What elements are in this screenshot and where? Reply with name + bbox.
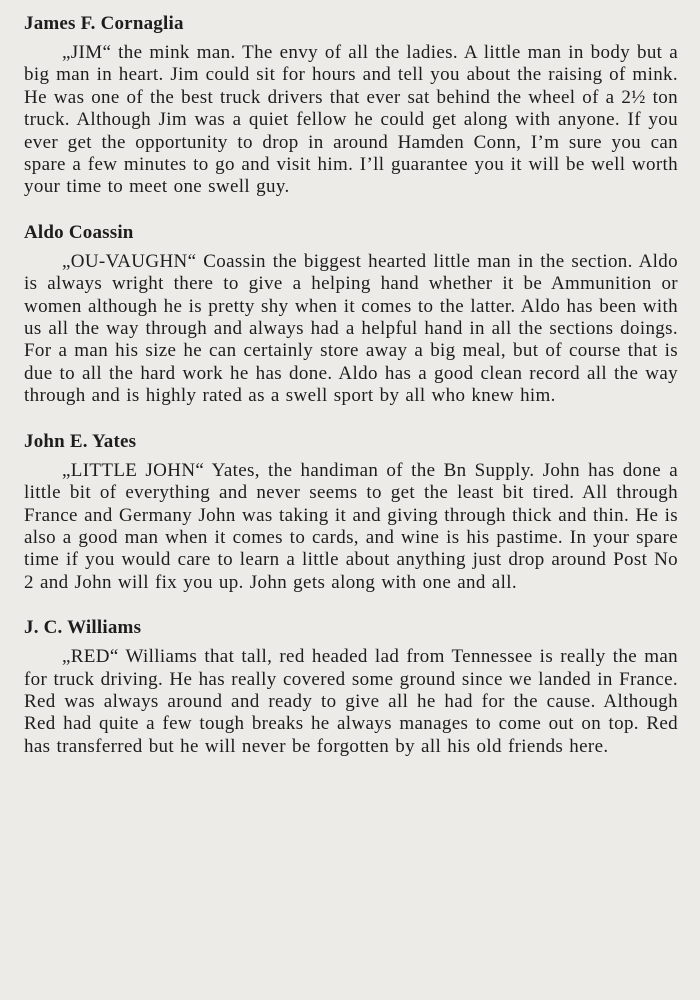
entry-text: „LITTLE JOHN“ Yates, the handiman of the Bn Supply. John has done a little bit of everything and never seems to get the least bit tired. All through France and Germany John was taking it and giving through thick and thin. He is also a good man when it comes to cards, and wine is his pastime. In your spare time if you would care to learn a little about anything just drop around Post No 2 and John will fix you up. John gets along with one and all.: [24, 459, 678, 593]
entry-williams: [24, 614, 678, 758]
entry-name: Aldo Coassin: [24, 221, 134, 243]
entry-text: „JIM“ the mink man. The envy of all the ladies. A little man in body but a big man in heart. Jim could sit for hours and tell you about the raising of mink. He was one of the best truck drivers that ever sat behind the wheel of a 2½ ton truck. Although Jim was a quiet fellow he could get along with anyone. If you ever get the opportunity to drop in around Hamden Conn, I’m sure you can spare a few minutes to go and visit him. I’ll guarantee you it will be well worth your time to meet one swell guy.: [24, 42, 678, 198]
entry-name: John E. Yates: [24, 430, 137, 452]
entry-text: „OU-VAUGHN“ Coassin the biggest hearted little man in the section. Aldo is always wright there to give a helping hand whether it be Ammunition or women although he is pretty shy when it comes to the latter. Aldo has been with us all the way through and always had a helpful hand in all the sections doings. For a man his size he can certainly store away a big meal, but of course that is due to all the hard work he has done. Aldo has a good clean record all the way through and is highly rated as a swell sport by all who knew him.: [24, 250, 678, 407]
entry-text: „RED“ Williams that tall, red headed lad from Tennessee is really the man for truck driving. He has really covered some ground since we landed in France. Red was always around and ready to give all he had for the cause. Although Red had quite a few tough breaks he always manages to come out on top. Red has transferred but he will never be forgotten by all his old friends here.: [24, 646, 678, 757]
entry-name: James F. Cornaglia: [24, 13, 184, 34]
entry-yates: [24, 428, 678, 594]
entry-coassin: [24, 219, 678, 408]
entry-name: J. C. Williams: [24, 617, 142, 639]
entry-cornaglia: [24, 10, 678, 199]
